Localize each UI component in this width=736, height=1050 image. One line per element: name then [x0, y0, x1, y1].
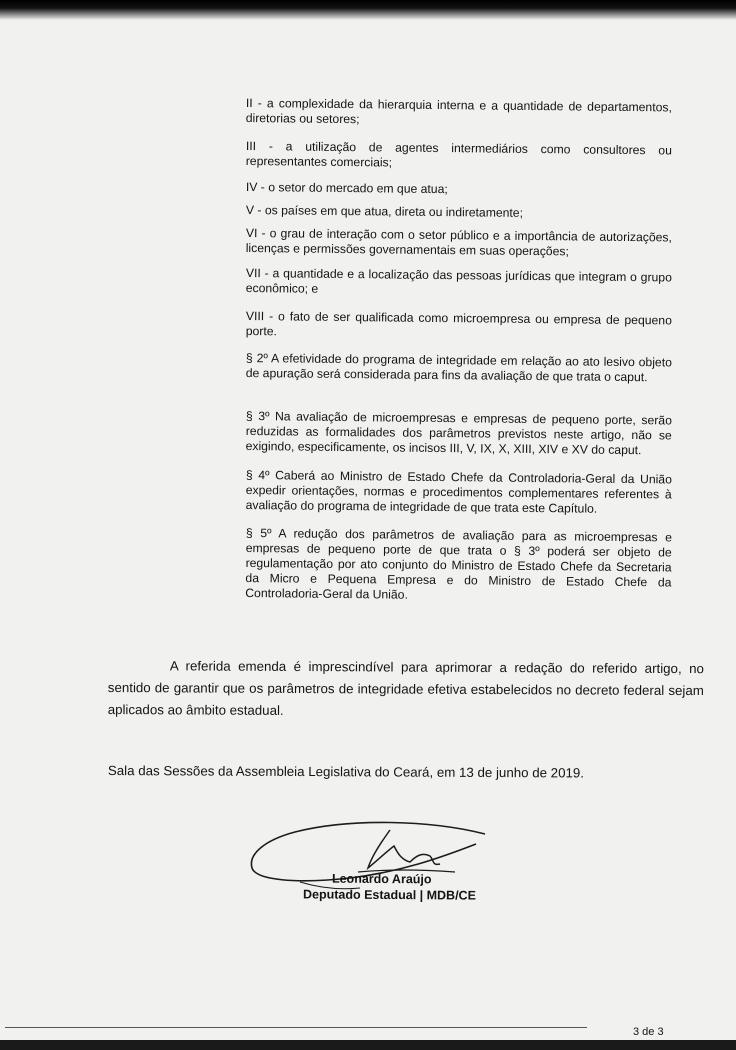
- inciso-ii: II - a complexidade da hierarquia interna e a quantidade de departamentos, diretorias ou setores;: [245, 96, 672, 127]
- page-number: 3 de 3: [633, 1026, 664, 1038]
- paragraph-2: § 2º A efetividade do programa de integridade em relação ao ato lesivo objeto de apuração será considerada para fins da avaliação de que trata o caput.: [245, 351, 672, 385]
- footer-divider: [5, 1027, 587, 1028]
- paragraph-5: § 5º A redução dos parâmetros de avaliação para as microempresas e empresas de pequeno porte de que trata o § 3º poderá ser objeto de regulamentação por ato conjunto do Ministro de Estado Chefe da Secretaria da Micro e Pequena Empresa e do Ministro de Estado Chefe da Controladoria-Geral da União.: [245, 526, 672, 602]
- paragraph-3: § 3º Na avaliação de microempresas e empresas de pequeno porte, serão reduzidas as formalidades dos parâmetros previstos neste artigo, não se exigindo, especificamente, os incisos III, V, IX, X, XIII, XIV e XV do caput.: [245, 409, 672, 458]
- inciso-v: V - os países em que atua, direta ou indiretamente;: [245, 203, 524, 220]
- scan-top-edge: [0, 0, 736, 20]
- inciso-vi: VI - o grau de interação com o setor público e a importância de autorizações, licenças e permissões governamentais em suas operações;: [245, 226, 672, 259]
- inciso-iv: IV - o setor do mercado em que atua;: [245, 180, 448, 197]
- paragraph-4: § 4º Caberá ao Ministro de Estado Chefe da Controladoria-Geral da União expedir orientações, normas e procedimentos complementares referentes à avaliação do programa de integridade de que trata este Capítulo.: [245, 468, 672, 516]
- scan-bottom-edge: [0, 1040, 736, 1050]
- justification-text: A referida emenda é imprescindível para aprimorar a redação do referido artigo, no sentido de garantir que os parâmetros de integridade efetiva estabelecidos no decreto federal sejam aplicados ao âmbito estadual.: [107, 658, 704, 718]
- closing-text: Sala das Sessões da Assembleia Legislativa do Ceará, em 13 de junho de 2019.: [107, 762, 585, 781]
- inciso-vii: VII - a quantidade e a localização das pessoas jurídicas que integram o grupo econômico; e: [245, 266, 672, 296]
- inciso-viii: VIII - o fato de ser qualificada como microempresa ou empresa de pequeno porte.: [245, 309, 672, 339]
- signer-title: Deputado Estadual | MDB/CE: [302, 887, 477, 903]
- inciso-iii: III - a utilização de agentes intermediários como consultores ou representantes comerciais;: [245, 139, 672, 170]
- signer-name: Leonardo Araújo: [331, 871, 432, 887]
